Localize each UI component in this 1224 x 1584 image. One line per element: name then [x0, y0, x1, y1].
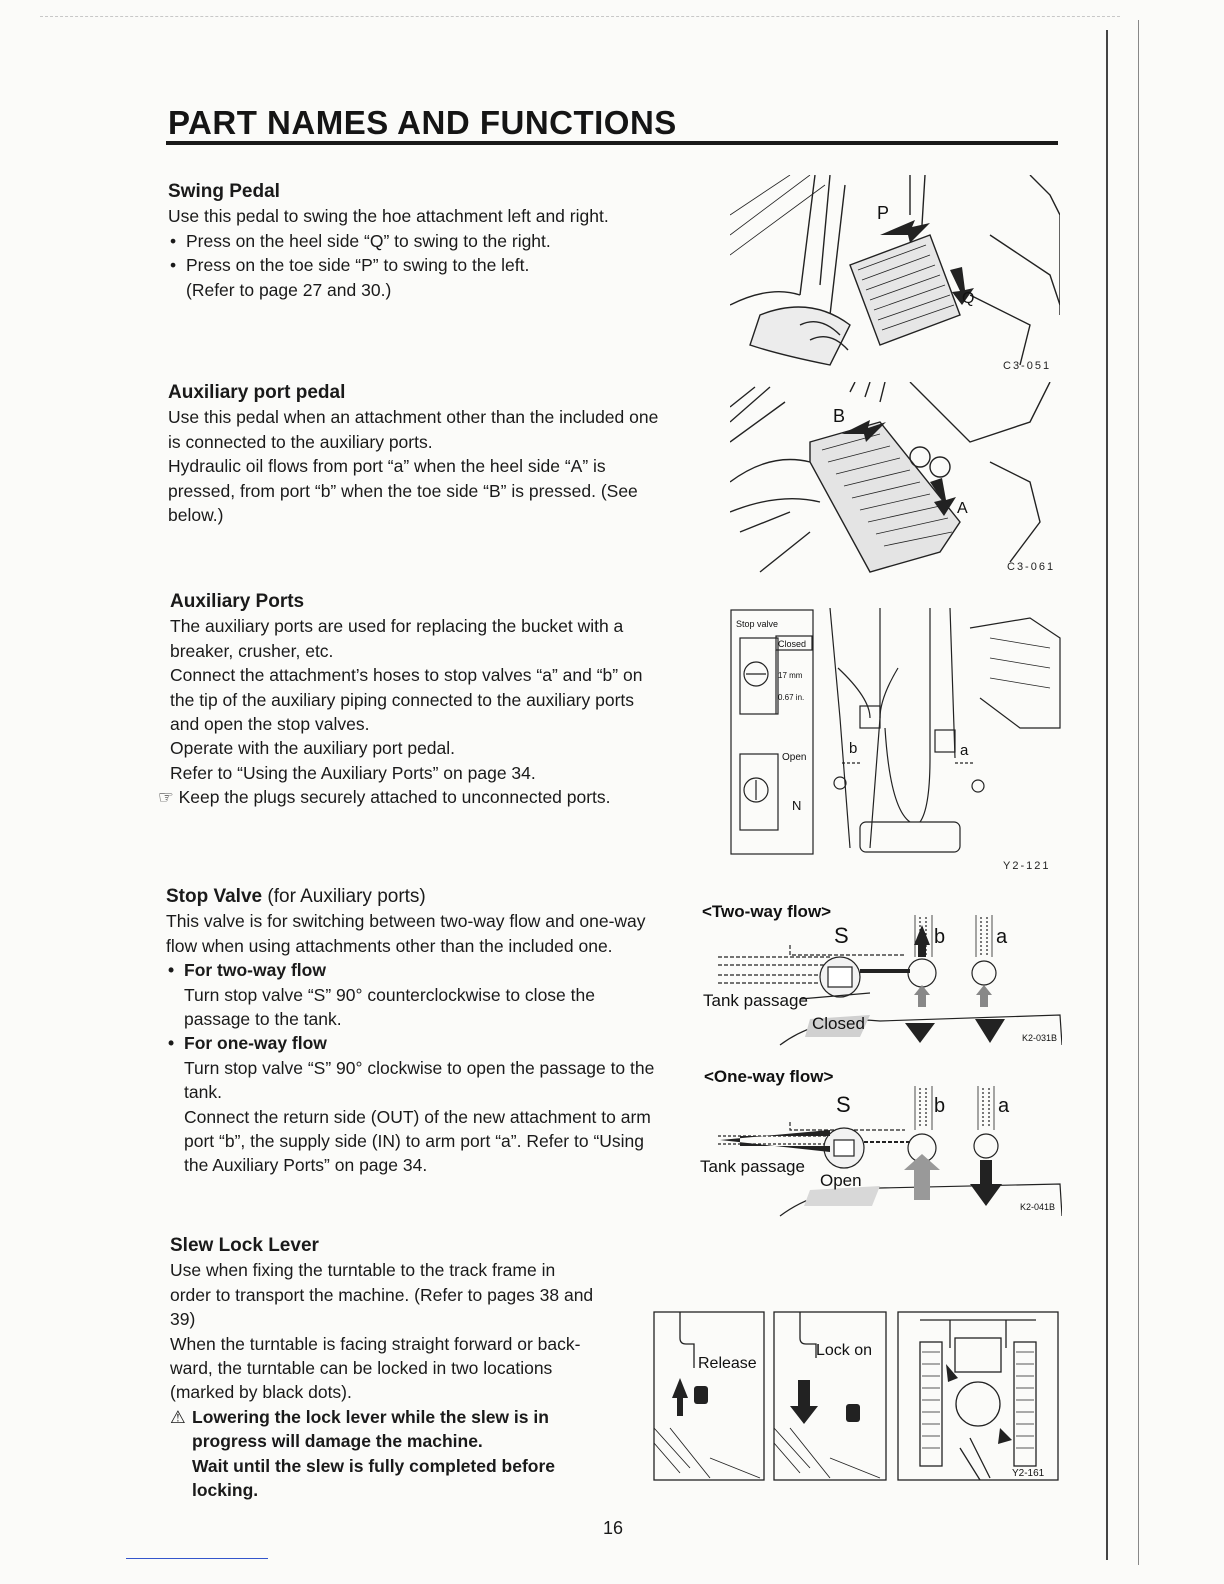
warning-line: progress will damage the machine.: [192, 1431, 483, 1452]
aux-pedal-line: pressed, from port “b” when the toe side “B” is pressed. (See: [168, 480, 638, 501]
aux-ports-note: [158, 785, 690, 809]
aux-ports-line: Refer to “Using the Auxiliary Ports” on page 34.: [170, 762, 536, 783]
stop-valve-section: [166, 885, 686, 1178]
slew-lock-illustration: [650, 1308, 1062, 1484]
figure-code: K2-031B: [1022, 1033, 1058, 1043]
two-way-line: passage to the tank.: [184, 1009, 342, 1030]
stop-valve-label: Stop valve: [736, 619, 779, 629]
port-b-label: b: [934, 1095, 946, 1117]
aux-pedal-illustration: [730, 382, 1060, 577]
two-way-flow-illustration: [700, 895, 1062, 1050]
aux-pedal-line: Hydraulic oil flows from port “a” when the heel side “A” is: [168, 456, 606, 477]
figure-code: C3-051: [1003, 360, 1052, 372]
title-underline: [166, 141, 1058, 145]
page-number: 16: [603, 1518, 624, 1538]
warning-icon: ⚠: [170, 1406, 186, 1427]
one-way-title: <One-way flow>: [704, 1067, 834, 1086]
one-way-line: the Auxiliary Ports” on page 34.: [184, 1155, 428, 1176]
slew-lock-line: 39): [170, 1309, 196, 1330]
warning-line: Lowering the lock lever while the slew is in: [192, 1406, 549, 1427]
slew-lock-figure: [650, 1308, 1062, 1484]
port-b-label: b: [849, 740, 858, 757]
swing-pedal-bullet: • Press on the toe side “P” to swing to the left.: [168, 253, 688, 277]
page-edge-rule-outer: [1138, 20, 1139, 1565]
valve-s-label: S: [834, 923, 849, 948]
swing-pedal-section: [168, 180, 688, 302]
slew-lock-line: Use when fixing the turntable to the track frame in: [170, 1260, 556, 1281]
figure-code: C3-061: [1007, 561, 1056, 573]
slew-lock-warning: [170, 1405, 606, 1503]
two-way-line: Turn stop valve “S” 90° counterclockwise to close the: [184, 984, 595, 1005]
aux-ports-note-text: Keep the plugs securely attached to unconnected ports.: [178, 787, 611, 808]
aux-pedal-line: is connected to the auxiliary ports.: [168, 431, 433, 452]
one-way-heading: • For one-way flow: [166, 1031, 686, 1055]
release-label: Release: [698, 1355, 757, 1372]
one-way-line: port “b”, the supply side (IN) to arm port “a”. Refer to “Using: [184, 1131, 645, 1152]
swing-pedal-heading: Swing Pedal: [168, 181, 280, 202]
page-edge-rule: [1106, 30, 1108, 1560]
warning-line: locking.: [192, 1480, 259, 1501]
tank-passage-label: Tank passage: [703, 991, 808, 1010]
tank-passage-label: Tank passage: [700, 1157, 805, 1176]
two-way-flow-figure: [700, 895, 1062, 1050]
figure-code: Y2-161: [1012, 1468, 1045, 1479]
aux-ports-line: and open the stop valves.: [170, 714, 370, 735]
stop-valve-heading: [166, 885, 686, 909]
stop-valve-heading-sub: (for Auxiliary ports): [267, 886, 426, 907]
aux-pedal-section: [168, 381, 688, 527]
dimension-mm-label: 17 mm: [778, 671, 803, 680]
warning-line: Wait until the slew is fully completed before: [192, 1455, 556, 1476]
aux-pedal-heading: Auxiliary port pedal: [168, 382, 346, 403]
two-way-heading: • For two-way flow: [166, 958, 686, 982]
aux-ports-illustration: [730, 608, 1062, 856]
closed-label: Closed: [778, 639, 807, 649]
n-label: N: [792, 798, 802, 813]
aux-ports-line: the tip of the auxiliary piping connected to the auxiliary ports: [170, 689, 635, 710]
aux-ports-line: The auxiliary ports are used for replacing the bucket with a: [170, 616, 624, 637]
one-way-line: tank.: [184, 1082, 222, 1103]
port-b-label: b: [934, 926, 946, 948]
aux-ports-line: Connect the attachment’s hoses to stop valves “a” and “b” on: [170, 665, 643, 686]
slew-lock-line: ward, the turntable can be locked in two locations: [170, 1358, 553, 1379]
stop-valve-line: flow when using attachments other than the included one.: [166, 935, 613, 956]
slew-lock-line: When the turntable is facing straight forward or back-: [170, 1333, 581, 1354]
lock-on-label: Lock on: [816, 1342, 873, 1359]
label-q: Q: [962, 290, 975, 307]
stop-valve-line: This valve is for switching between two-way flow and one-way: [166, 911, 646, 932]
slew-lock-section: [170, 1234, 606, 1502]
swing-pedal-note: (Refer to page 27 and 30.): [186, 279, 392, 300]
stop-valve-heading-main: Stop Valve: [166, 886, 263, 907]
port-a-label: a: [960, 742, 969, 759]
two-way-title: <Two-way flow>: [702, 902, 832, 921]
aux-ports-line: breaker, crusher, etc.: [170, 640, 334, 661]
one-way-line: Turn stop valve “S” 90° clockwise to open the passage to the: [184, 1057, 655, 1078]
one-way-line: Connect the return side (OUT) of the new attachment to arm: [184, 1106, 651, 1127]
open-label: Open: [782, 752, 807, 763]
port-a-label: a: [998, 1095, 1010, 1117]
slew-lock-line: order to transport the machine. (Refer to pages 38 and: [170, 1284, 594, 1305]
page-title: PART NAMES AND FUNCTIONS: [168, 104, 677, 141]
closed-state-label: Closed: [812, 1014, 865, 1033]
swing-pedal-bullet: • Press on the heel side “Q” to swing to the right.: [168, 229, 688, 253]
dimension-in-label: 0.67 in.: [778, 693, 805, 702]
aux-ports-section: [158, 590, 690, 810]
open-state-label: Open: [820, 1171, 862, 1190]
one-way-flow-figure: [700, 1060, 1062, 1218]
slew-lock-line: (marked by black dots).: [170, 1382, 352, 1403]
label-a: A: [957, 500, 968, 517]
swing-pedal-intro: Use this pedal to swing the hoe attachment left and right.: [168, 206, 609, 227]
aux-ports-line: Operate with the auxiliary port pedal.: [170, 738, 456, 759]
aux-pedal-figure: [730, 382, 1060, 577]
slew-lock-heading: Slew Lock Lever: [170, 1235, 319, 1256]
figure-code: K2-041B: [1020, 1202, 1056, 1212]
aux-pedal-line: below.): [168, 505, 224, 526]
valve-s-label: S: [836, 1092, 851, 1117]
port-a-label: a: [996, 926, 1008, 948]
one-way-flow-illustration: [700, 1060, 1062, 1218]
aux-ports-heading: Auxiliary Ports: [170, 591, 305, 612]
pointing-hand-icon: ☞: [158, 787, 174, 808]
bottom-underline: [126, 1558, 268, 1559]
swing-pedal-illustration: [730, 175, 1060, 375]
aux-ports-figure: [730, 608, 1062, 856]
figure-code: Y2-121: [1003, 860, 1051, 872]
label-p: P: [877, 203, 890, 223]
top-scan-line: [40, 16, 1120, 17]
label-b: B: [833, 406, 846, 426]
swing-pedal-figure: [730, 175, 1060, 375]
aux-pedal-line: Use this pedal when an attachment other than the included one: [168, 407, 659, 428]
